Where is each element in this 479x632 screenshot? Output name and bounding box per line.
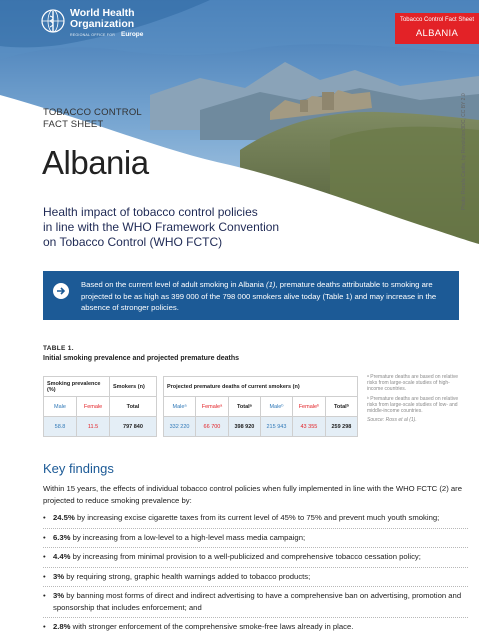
callout-text-before: Based on the current level of adult smoking in Albania bbox=[81, 280, 267, 289]
prev-female-header: Female bbox=[77, 397, 110, 417]
deaths-total-a-value: 398 920 bbox=[228, 417, 260, 437]
list-item bbox=[43, 567, 468, 587]
footnote-a: ᵃ Premature deaths are based on relative risks from large-scale studies of high-income countries. bbox=[367, 374, 459, 393]
fact-sheet-line1: TOBACCO CONTROL bbox=[43, 107, 142, 118]
key-findings-title: Key findings bbox=[43, 461, 114, 476]
table-label: TABLE 1. bbox=[43, 345, 74, 352]
subtitle-line2: in line with the WHO Framework Convention bbox=[43, 220, 280, 234]
callout-text-after: , premature deaths attributable to smoking are projected to be as high as 399 000 of the 798 000 smokers alive today (Table 1) and may increase in the absence of stronger policies. bbox=[81, 280, 437, 312]
prev-female-value: 11.5 bbox=[77, 417, 110, 437]
who-europe-logo bbox=[40, 8, 143, 38]
finding-text: with stronger enforcement of the comprehensive smoke-free laws already in place. bbox=[70, 622, 354, 631]
arrow-right-glyph bbox=[56, 286, 66, 296]
subtitle-line3: on Tobacco Control (WHO FCTC) bbox=[43, 235, 223, 249]
prevalence-table bbox=[43, 376, 157, 437]
fact-sheet-label bbox=[43, 107, 153, 131]
footnote-b: ᵇ Premature deaths are based on relative risks from large-scale studies of low- and middle-income countries. bbox=[367, 395, 459, 415]
key-findings-intro: Within 15 years, the effects of individual tobacco control policies when fully implemented in line with the WHO FCTC (2) are projected to reduce smoking prevalence by: bbox=[43, 484, 463, 505]
finding-text: by banning most forms of direct and indirect advertising to have a comprehensive ban on advertising, promotion and sponsorship that includes enforcement; and bbox=[53, 591, 462, 612]
list-item bbox=[43, 528, 468, 548]
who-emblem-icon bbox=[40, 8, 66, 34]
deaths-header: Projected premature deaths of current smokers (n) bbox=[164, 377, 358, 397]
fact-sheet-tag bbox=[395, 13, 479, 44]
smokers-total-header: Total bbox=[110, 397, 157, 417]
deaths-male-a-value: 332 220 bbox=[164, 417, 196, 437]
deaths-female-b-value: 43 355 bbox=[292, 417, 325, 437]
smokers-total-value: 797 840 bbox=[110, 417, 157, 437]
finding-text: by increasing from a low-level to a high-level mass media campaign; bbox=[70, 532, 306, 542]
deaths-male-b-value: 215 943 bbox=[260, 417, 292, 437]
finding-text: by requiring strong, graphic health warnings added to tobacco products; bbox=[64, 571, 311, 581]
deaths-female-a-value: 66 700 bbox=[196, 417, 229, 437]
finding-percent: 3% bbox=[53, 591, 65, 600]
deaths-table bbox=[163, 376, 358, 437]
table-footnotes bbox=[367, 374, 462, 426]
finding-percent: 6.3% bbox=[53, 532, 71, 542]
regional-office-label: REGIONAL OFFICE FOR bbox=[70, 33, 115, 37]
list-item bbox=[43, 512, 468, 528]
smokers-header: Smokers (n) bbox=[110, 377, 157, 397]
prevalence-header: Smoking prevalence (%) bbox=[44, 377, 110, 397]
deaths-total-b-header: Totalᵇ bbox=[325, 397, 357, 417]
org-name-line2: Organization bbox=[70, 18, 135, 30]
list-item bbox=[43, 586, 468, 617]
key-findings-list bbox=[43, 512, 468, 632]
photo-credit: Photo: Rozafa Castle, by Revolution3DC, CC BY 2.0 bbox=[461, 93, 467, 210]
region-name: Europe bbox=[121, 31, 144, 38]
finding-percent: 3% bbox=[53, 571, 65, 581]
deaths-female-a-header: Femaleᵃ bbox=[196, 397, 229, 417]
fact-sheet-line2: FACT SHEET bbox=[43, 119, 104, 130]
finding-percent: 24.5% bbox=[53, 513, 75, 522]
deaths-total-b-value: 259 298 bbox=[325, 417, 357, 437]
callout-ref: (1) bbox=[266, 280, 276, 289]
prev-male-value: 58.8 bbox=[44, 417, 77, 437]
finding-percent: 2.8% bbox=[53, 622, 71, 631]
summary-callout bbox=[43, 271, 459, 320]
deaths-male-a-header: Maleᵃ bbox=[164, 397, 196, 417]
tag-label: Tobacco Control Fact Sheet bbox=[399, 17, 475, 23]
page-subtitle bbox=[43, 205, 313, 250]
list-item bbox=[43, 547, 468, 567]
tag-country: ALBANIA bbox=[415, 28, 459, 39]
deaths-total-a-header: Totalᵃ bbox=[228, 397, 260, 417]
callout-text bbox=[81, 279, 449, 314]
finding-text: by increasing excise cigarette taxes from its current level of 45% to 75% and prevent much youth smoking; bbox=[74, 513, 440, 522]
subtitle-line1: Health impact of tobacco control policies bbox=[43, 205, 258, 219]
deaths-female-b-header: Femaleᵇ bbox=[292, 397, 325, 417]
prev-male-header: Male bbox=[44, 397, 77, 417]
arrow-right-icon bbox=[53, 283, 69, 299]
table-title: Initial smoking prevalence and projected premature deaths bbox=[43, 355, 240, 362]
finding-text: by increasing from minimal provision to a well-publicized and comprehensive tobacco cessation policy; bbox=[70, 552, 421, 561]
list-item bbox=[43, 617, 468, 632]
deaths-male-b-header: Maleᵇ bbox=[260, 397, 292, 417]
page-title: Albania bbox=[42, 144, 149, 181]
table-source: Source: Ross et al (1). bbox=[367, 417, 417, 424]
org-name-line1: World Health bbox=[70, 7, 135, 19]
finding-percent: 4.4% bbox=[53, 552, 71, 561]
